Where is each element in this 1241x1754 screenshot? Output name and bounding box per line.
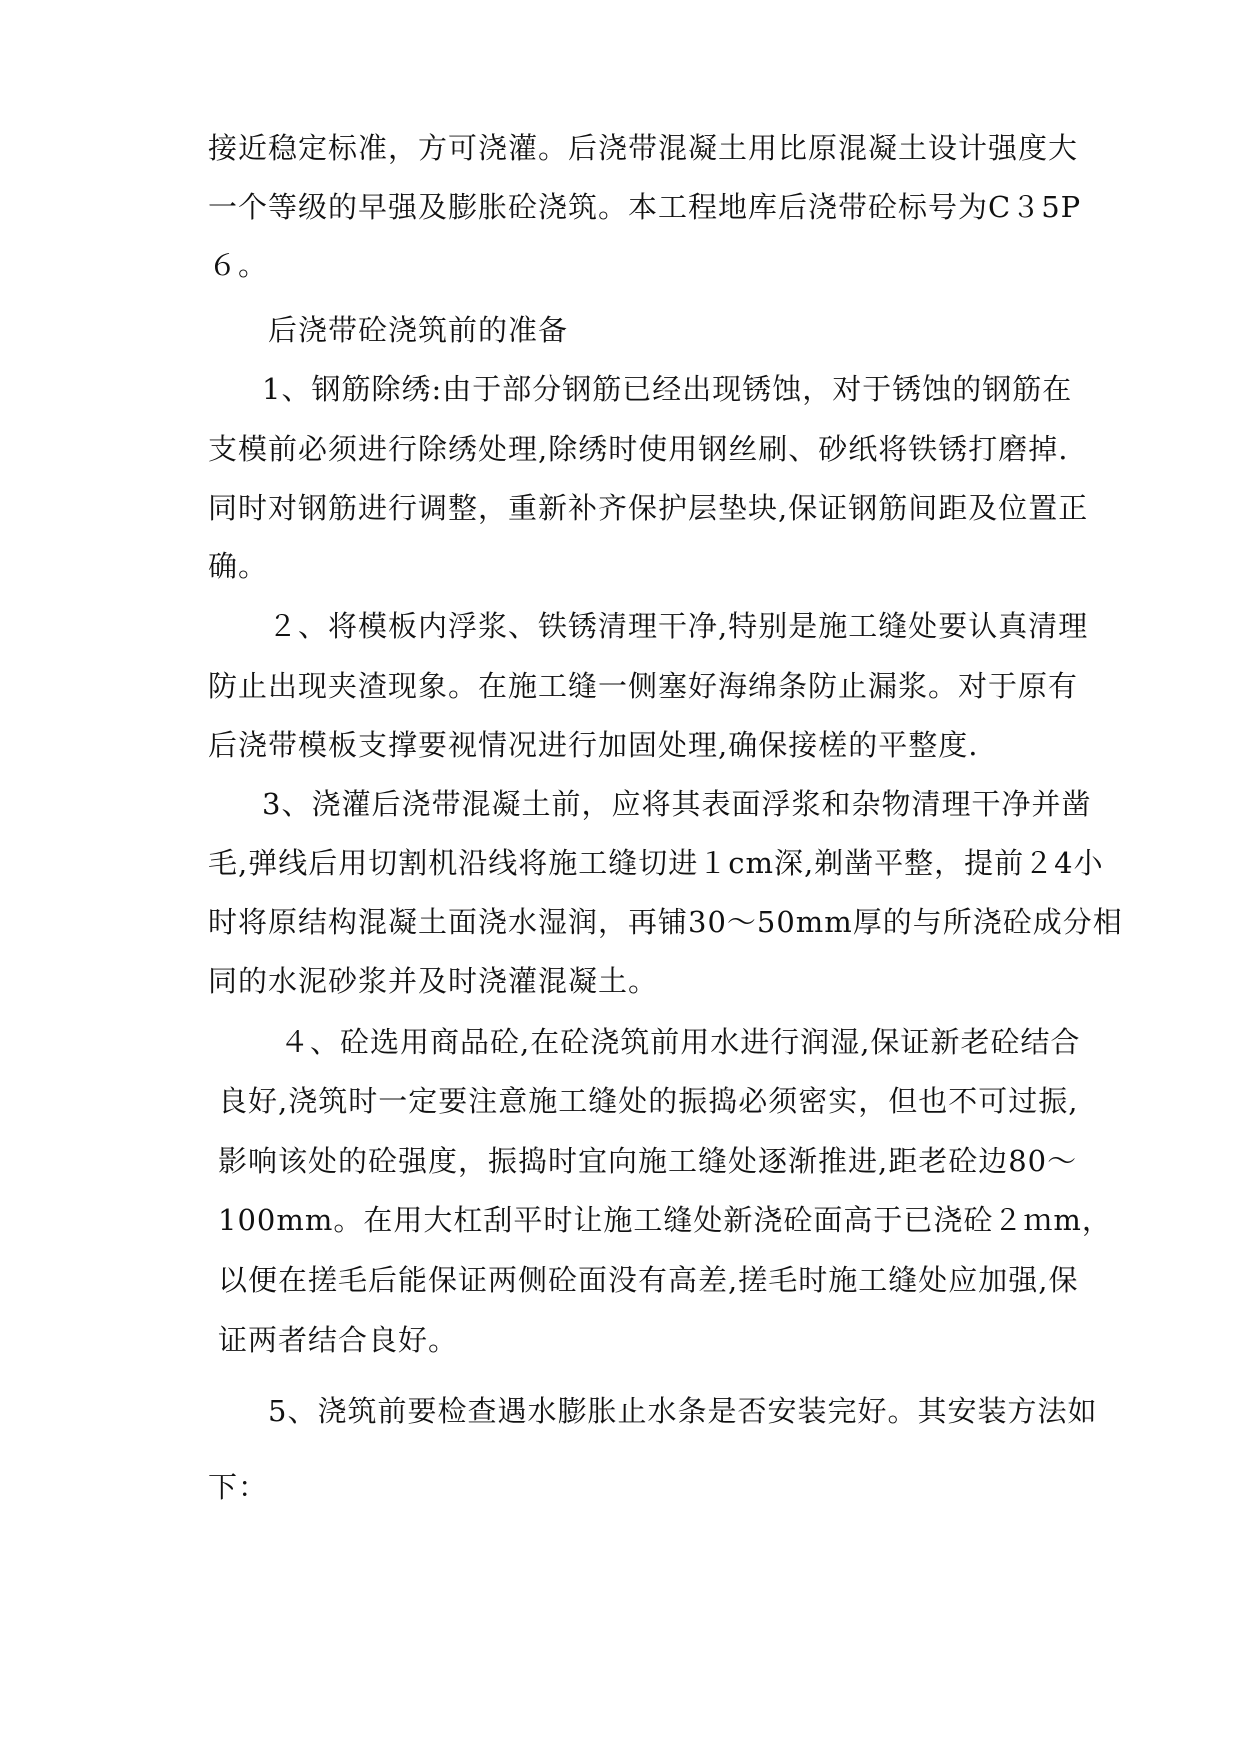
paragraph-line: 影响该处的砼强度，振捣时宜向施工缝处逐渐推进,距老砼边80～ bbox=[218, 1144, 1078, 1178]
paragraph-line: 毛,弹线后用切割机沿线将施工缝切进１cm深,剃凿平整，提前２4小 bbox=[208, 846, 1104, 880]
paragraph-line: 时将原结构混凝土面浇水湿润，再铺30～50mm厚的与所浇砼成分相 bbox=[208, 905, 1123, 939]
paragraph-line: 一个等级的早强及膨胀砼浇筑。本工程地库后浇带砼标号为C３5P bbox=[208, 190, 1082, 224]
paragraph-line: 后浇带模板支撑要视情况进行加固处理,确保接槎的平整度. bbox=[208, 728, 979, 762]
paragraph-line: 100mm。在用大杠刮平时让施工缝处新浇砼面高于已浇砼２ｍm， bbox=[218, 1203, 1112, 1237]
paragraph-line: ４、砼选用商品砼,在砼浇筑前用水进行润湿,保证新老砼结合 bbox=[280, 1025, 1081, 1059]
paragraph-line: 以便在搓毛后能保证两侧砼面没有高差,搓毛时施工缝处应加强,保 bbox=[218, 1263, 1079, 1297]
paragraph-line: 接近稳定标准，方可浇灌。后浇带混凝土用比原混凝土设计强度大 bbox=[208, 131, 1079, 165]
paragraph-line: 良好,浇筑时一定要注意施工缝处的振捣必须密实，但也不可过振, bbox=[218, 1084, 1079, 1118]
paragraph-line: 5、浇筑前要检查遇水膨胀止水条是否安装完好。其安装方法如 bbox=[268, 1394, 1098, 1428]
paragraph-line: 同时对钢筋进行调整，重新补齐保护层垫块,保证钢筋间距及位置正 bbox=[208, 491, 1089, 525]
paragraph-line: 3、浇灌后浇带混凝土前，应将其表面浮浆和杂物清理干净并凿 bbox=[262, 787, 1092, 821]
paragraph-line: 同的水泥砂浆并及时浇灌混凝土。 bbox=[208, 964, 659, 998]
paragraph-line: 下： bbox=[208, 1470, 269, 1504]
paragraph-line: 确。 bbox=[208, 549, 269, 583]
paragraph-line: 证两者结合良好。 bbox=[218, 1323, 459, 1357]
paragraph-line: 防止出现夹渣现象。在施工缝一侧塞好海绵条防止漏浆。对于原有 bbox=[208, 669, 1079, 703]
paragraph-line: ２、将模板内浮浆、铁锈清理干净,特别是施工缝处要认真清理 bbox=[268, 609, 1089, 643]
paragraph-line: 1、钢筋除绣:由于部分钢筋已经出现锈蚀，对于锈蚀的钢筋在 bbox=[262, 372, 1073, 406]
section-heading: 后浇带砼浇筑前的准备 bbox=[268, 313, 569, 347]
paragraph-line: 支模前必须进行除绣处理,除绣时使用钢丝刷、砂纸将铁锈打磨掉. bbox=[208, 432, 1069, 466]
paragraph-line: ６。 bbox=[208, 248, 269, 282]
